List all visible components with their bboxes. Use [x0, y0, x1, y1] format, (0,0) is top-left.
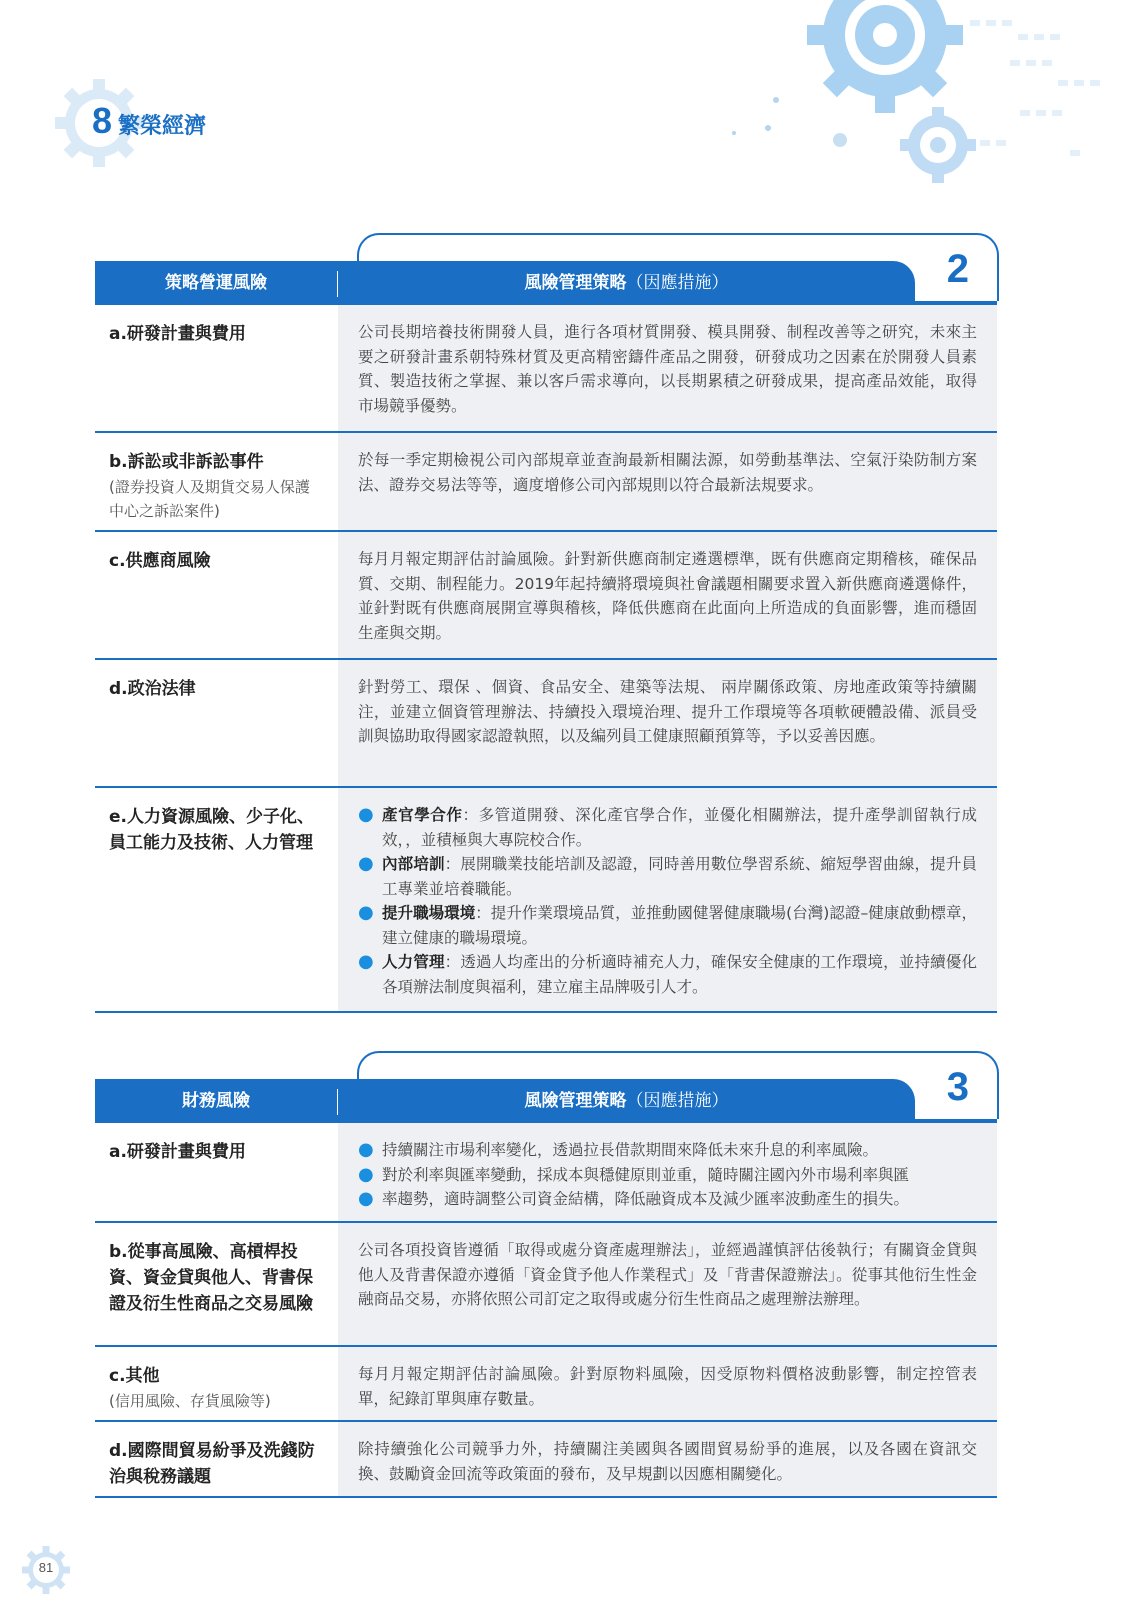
risk-subtitle: (證券投資人及期貨交易人保護中心之訴訟案件) [109, 478, 310, 520]
risk-title: c.其他 [109, 1366, 160, 1386]
strategy-bullets [338, 1123, 997, 1221]
page-number: 81 [38, 1560, 54, 1575]
table-row [95, 788, 997, 1013]
bullet-dot-icon: ● [358, 902, 374, 923]
page-number-badge [22, 1546, 70, 1594]
table-row [95, 1223, 997, 1347]
header-strategy-rest: （因應措施） [626, 273, 729, 293]
table-row [95, 305, 997, 433]
table-row [95, 1123, 997, 1223]
risk-title: b.訴訟或非訴訟事件 [109, 452, 264, 472]
table-header [95, 1079, 997, 1123]
table-row [95, 1347, 997, 1422]
bullet-text: ：展開職業技能培訓及認證，同時善用數位學習系統、縮短學習曲線，提升員工專業並培養職能。 [382, 855, 977, 898]
bullet-text: 持續關注市場利率變化，透過拉長借款期間來降低未來升息的利率風險。 [382, 1141, 879, 1159]
bullet-dot-icon: ● [358, 1163, 374, 1185]
risk-title: a.研發計畫與費用 [109, 1142, 246, 1162]
chapter-title: 繁榮經濟 [118, 113, 207, 139]
bullet-item [358, 803, 977, 852]
strategy-text: 公司各項投資皆遵循「取得或處分資產處理辦法」，並經過謹慎評估後執行；有關資金貸與他人及背書保證亦遵循「資金貸予他人作業程式」及「背書保證辦法」。從事其他衍生性金融商品交易，亦將依照公司訂定之取得或處分衍生性商品之處理辦法辦理。 [338, 1223, 997, 1345]
table-row [95, 433, 997, 532]
table-body [95, 1123, 997, 1498]
table-row [95, 532, 997, 660]
table-row [95, 660, 997, 788]
risk-title: a.研發計畫與費用 [109, 324, 246, 344]
chapter-heading [60, 86, 206, 156]
bullet-dot-icon: ● [358, 951, 374, 972]
chapter-number: 8 [92, 100, 113, 141]
strategy-text: 每月月報定期評估討論風險。針對新供應商制定遴選標準，既有供應商定期稽核，確保品質、交期、制程能力。2019年起持續將環境與社會議題相關要求置入新供應商遴選條件，並針對既有供應商展開宣導與稽核，降低供應商在此面向上所造成的負面影響，進而穩固生產與交期。 [338, 532, 997, 658]
risk-title: d.國際間貿易紛爭及洗錢防治與稅務議題 [109, 1441, 315, 1487]
strategy-text: 於每一季定期檢視公司內部規章並查詢最新相關法源，如勞動基準法、空氣汙染防制方案法、證券交易法等等，適度增修公司內部規則以符合最新法規要求。 [338, 433, 997, 530]
strategy-text: 公司長期培養技術開發人員，進行各項材質開發、模具開發、制程改善等之研究，未來主要之研發計畫系朝特殊材質及更高精密鑄件產品之開發，研發成功之因素在於開發人員素質、製造技術之掌握、兼以客戶需求導向，以長期累積之研發成果，提高產品效能，取得市場競爭優勢。 [338, 305, 997, 431]
bullet-text: ：多管道開發、深化產官學合作，並優化相關辦法，提升產學訓留執行成效，，並積極與大專院校合作。 [382, 806, 977, 849]
bullet-item [358, 1187, 977, 1212]
section-number: 2 [946, 247, 969, 291]
header-strategy-rest: （因應措施） [626, 1091, 729, 1111]
header-strategy-bold: 風險管理策略 [524, 273, 627, 293]
bullet-heading: 提升職場環境 [382, 904, 476, 922]
bullet-heading: 產官學合作 [382, 806, 463, 824]
bullet-item [358, 950, 977, 999]
risk-title: b.從事高風險、高槓桿投資、資金貸與他人、背書保證及衍生性商品之交易風險 [109, 1242, 313, 1314]
bullet-text: ：提升作業環境品質，並推動國健署健康職場(台灣)認證–健康啟動標章，建立健康的職場環境。 [382, 904, 977, 947]
risk-title: d.政治法律 [109, 679, 196, 699]
strategy-text: 每月月報定期評估討論風險。針對原物料風險，因受原物料價格波動影響，制定控管表單，紀錄訂單與庫存數量。 [338, 1347, 997, 1420]
risk-title: e.人力資源風險、少子化、員工能力及技術、人力管理 [109, 807, 314, 853]
bullet-heading: 內部培訓 [382, 855, 445, 873]
header-strategy-column [338, 261, 915, 305]
gear-decoration-icon [720, 0, 1124, 200]
bullet-text: ：透過人均產出的分析適時補充人力，確保安全健康的工作環境，並持續優化各項辦法制度與福利，建立雇主品牌吸引人才。 [382, 953, 977, 996]
section-number: 3 [946, 1065, 969, 1109]
risk-subtitle: (信用風險、存貨風險等) [109, 1392, 271, 1410]
bullet-dot-icon: ● [358, 804, 374, 825]
strategy-bullets [338, 788, 997, 1011]
strategy-text: 除持續強化公司競爭力外，持續關注美國與各國間貿易紛爭的進展，以及各國在資訊交換、鼓勵資金回流等政策面的發布，及早規劃以因應相關變化。 [338, 1422, 997, 1496]
bullet-item [358, 1163, 977, 1188]
header-risk-column: 財務風險 [182, 1091, 250, 1111]
header-strategy-column [338, 1079, 915, 1123]
strategy-text: 針對勞工、環保 、個資、食品安全、建築等法規、 兩岸關係政策、房地產政策等持續關注，並建立個資管理辦法、持續投入環境治理、提升工作環境等各項軟硬體設備、派員受訓與協助取得國家認證執照，以及編列員工健康照顧預算等，予以妥善因應。 [338, 660, 997, 786]
bullet-heading: 人力管理 [382, 953, 445, 971]
bullet-text: 率趨勢，適時調整公司資金結構，降低融資成本及減少匯率波動產生的損失。 [382, 1190, 910, 1208]
bullet-item [358, 901, 977, 950]
risk-title: c.供應商風險 [109, 551, 211, 571]
header-risk-column: 策略營運風險 [165, 273, 267, 293]
table-row [95, 1422, 997, 1498]
bullet-dot-icon: ● [358, 1139, 374, 1160]
table-body [95, 305, 997, 1013]
bullet-item [358, 1138, 977, 1163]
bullet-dot-icon: ● [358, 1188, 374, 1209]
header-strategy-bold: 風險管理策略 [524, 1091, 627, 1111]
table-header [95, 261, 997, 305]
bullet-text: 對於利率與匯率變動，採成本與穩健原則並重，隨時關注國內外市場利率與匯 [382, 1165, 910, 1184]
bullet-dot-icon: ● [358, 853, 374, 874]
bullet-item [358, 852, 977, 901]
